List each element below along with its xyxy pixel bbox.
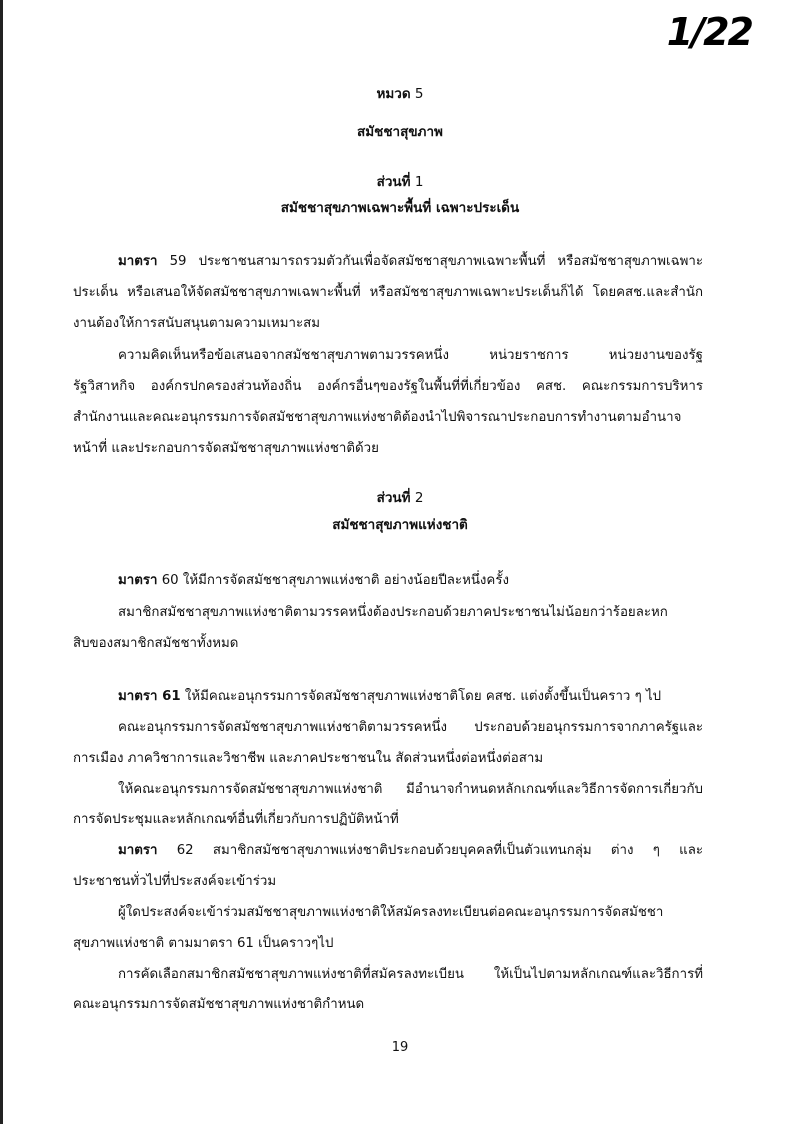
chapter-number: 5 <box>414 86 424 102</box>
part2-number: 2 <box>414 490 424 506</box>
s59-text-1: 59 ประชาชนสามารถรวมตัวกันเพื่อจัดสมัชชาสุขภาพเฉพาะพื้นที่ หรือสมัชชาสุขภาพเฉพาะ <box>157 254 703 269</box>
s61-line-4: ให้คณะอนุกรรมการจัดสมัชชาสุขภาพแห่งชาติ มีอำนาจกำหนดหลักเกณฑ์และวิธีการจัดการเกี่ยวกับ <box>118 782 703 797</box>
part1-heading <box>0 170 800 192</box>
part2-label: ส่วนที่ <box>376 490 411 506</box>
s60-line-2: สมาชิกสมัชชาสุขภาพแห่งชาติตามวรรคหนึ่งต้องประกอบด้วยภาคประชาชนไม่น้อยกว่าร้อยละหก <box>118 605 668 620</box>
part1-label: ส่วนที่ <box>376 174 411 190</box>
page-number: 19 <box>391 1040 409 1055</box>
s59-line-6: สำนักงานและคณะอนุกรรมการจัดสมัชชาสุขภาพแห่งชาติต้องนำไปพิจารณาประกอบการทำงานตามอำนาจ <box>73 410 682 425</box>
s60-line-3: สิบของสมาชิกสมัชชาทั้งหมด <box>73 636 239 651</box>
s59-section-label: มาตรา <box>118 254 158 269</box>
s61-line-1 <box>118 685 703 706</box>
s62-line-2: ประชาชนทั่วไปที่ประสงค์จะเข้าร่วม <box>73 874 277 889</box>
s62-line-3: ผู้ใดประสงค์จะเข้าร่วมสมัชชาสุขภาพแห่งชาติให้สมัครลงทะเบียนต่อคณะอนุกรรมการจัดสมัชชา <box>118 905 664 920</box>
s60-section-label: มาตรา <box>118 573 158 588</box>
s61-line-2: คณะอนุกรรมการจัดสมัชชาสุขภาพแห่งชาติตามวรรคหนึ่ง ประกอบด้วยอนุกรรมการจากภาครัฐและ <box>118 720 703 735</box>
s62-line-5: การคัดเลือกสมาชิกสมัชชาสุขภาพแห่งชาติที่สมัครลงทะเบียน ให้เป็นไปตามหลักเกณฑ์และวิธีการที่ <box>118 967 703 982</box>
s61-line-3: การเมือง ภาควิชาการและวิชาชีพ และภาคประชาชนใน สัดส่วนหนึ่งต่อหนึ่งต่อสาม <box>73 751 544 766</box>
part1-title: สมัชชาสุขภาพเฉพาะพื้นที่ เฉพาะประเด็น <box>280 200 520 216</box>
chapter-heading <box>0 82 800 104</box>
s59-line-3: งานต้องให้การสนับสนุนตามความเหมาะสม <box>73 316 321 331</box>
part1-number: 1 <box>414 174 424 190</box>
s60-line-1 <box>118 569 703 590</box>
part2-heading <box>0 486 800 508</box>
s62-text-1: 62 สมาชิกสมัชชาสุขภาพแห่งชาติประกอบด้วยบุคคลที่เป็นตัวแทนกลุ่ม ต่าง ๆ และ <box>157 843 703 858</box>
s62-line-6: คณะอนุกรรมการจัดสมัชชาสุขภาพแห่งชาติกำหนด <box>73 997 365 1012</box>
chapter-label: หมวด <box>376 86 411 102</box>
s60-text-1: 60 ให้มีการจัดสมัชชาสุขภาพแห่งชาติ อย่างน้อยปีละหนึ่งครั้ง <box>157 573 509 588</box>
s59-line-5: รัฐวิสาหกิจ องค์กรปกครองส่วนท้องถิ่น องค์กรอื่นๆของรัฐในพื้นที่ที่เกี่ยวข้อง คสช. คณะกรรมการบริหาร <box>73 379 703 394</box>
s59-line-7: หน้าที่ และประกอบการจัดสมัชชาสุขภาพแห่งชาติด้วย <box>73 441 379 456</box>
s59-line-1 <box>118 250 703 271</box>
chapter-title: สมัชชาสุขภาพ <box>357 124 443 140</box>
scan-edge <box>0 0 3 1124</box>
s61-section-label: มาตรา 61 <box>118 689 181 704</box>
s62-line-4: สุขภาพแห่งชาติ ตามมาตรา 61 เป็นคราวๆไป <box>73 936 334 951</box>
s62-line-1 <box>118 839 703 860</box>
s61-text-1: ให้มีคณะอนุกรรมการจัดสมัชชาสุขภาพแห่งชาติโดย คสช. แต่งตั้งขึ้นเป็นคราว ๆ ไป <box>180 689 662 704</box>
s62-section-label: มาตรา <box>118 843 158 858</box>
part2-title: สมัชชาสุขภาพแห่งชาติ <box>332 517 468 533</box>
s61-line-5: การจัดประชุมและหลักเกณฑ์อื่นที่เกี่ยวกับการปฏิบัติหน้าที่ <box>73 812 399 827</box>
s59-line-4: ความคิดเห็นหรือข้อเสนอจากสมัชชาสุขภาพตามวรรคหนึ่ง หน่วยราชการ หน่วยงานของรัฐ <box>118 348 703 363</box>
s59-line-2: ประเด็น หรือเสนอให้จัดสมัชชาสุขภาพเฉพาะพื้นที่ หรือสมัชชาสุขภาพเฉพาะประเด็นก็ได้ โดยคสช.และสำนัก <box>73 285 703 300</box>
handwritten-page-mark: 1/22 <box>666 10 752 54</box>
